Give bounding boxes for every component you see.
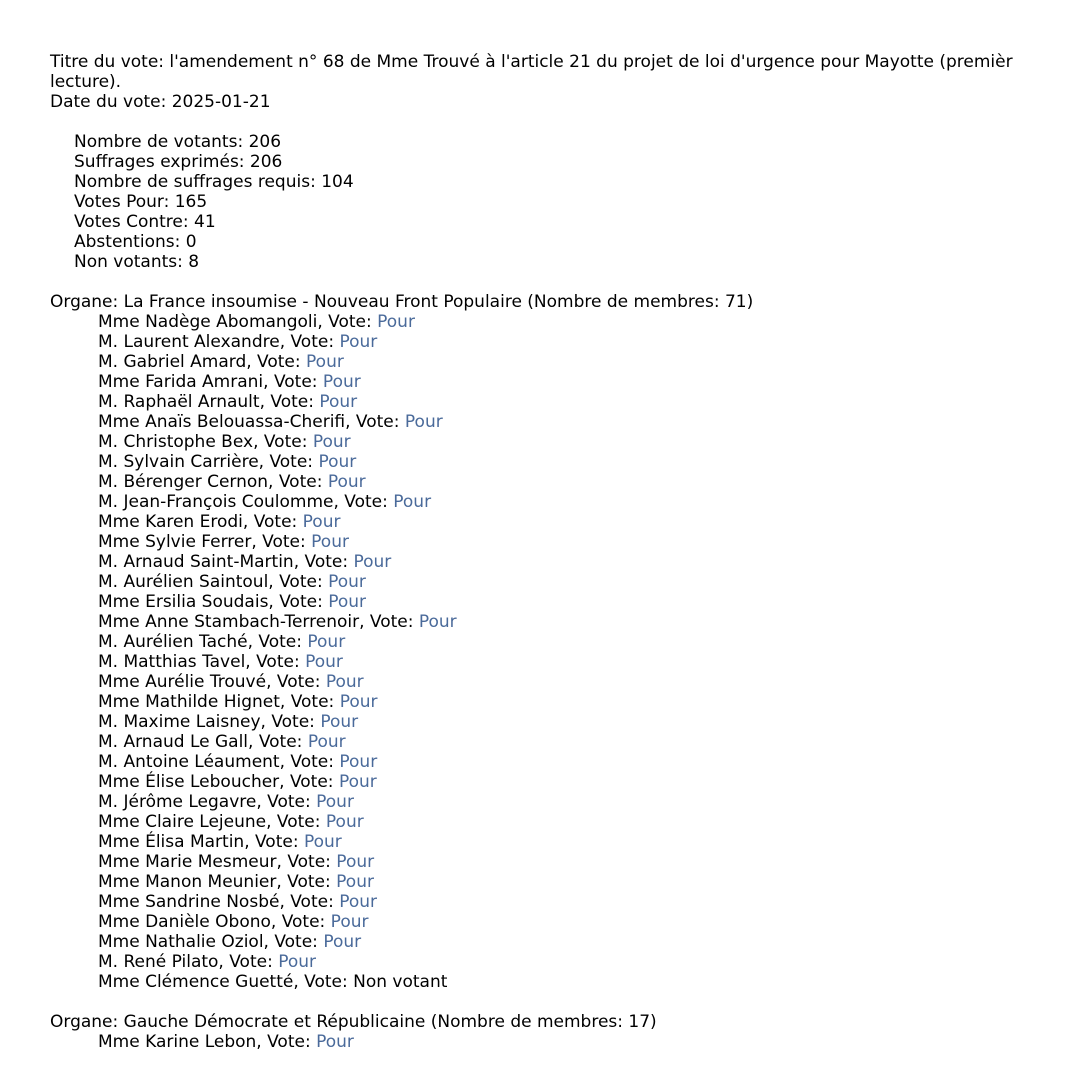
- member-row: [50, 492, 1080, 512]
- member-vote: Pour: [336, 872, 374, 892]
- member-row: [50, 452, 1080, 472]
- member-vote: Pour: [328, 572, 366, 592]
- member-vote: Pour: [307, 632, 346, 652]
- member-vote: Pour: [302, 512, 341, 532]
- stat-suffrages-exprimes: Suffrages exprimés: 206: [74, 152, 283, 172]
- member-name: Mme Anne Stambach-Terrenoir, Vote:: [98, 612, 419, 632]
- member-row: [50, 952, 1080, 972]
- organs-list: [50, 292, 1080, 1052]
- member-vote: Pour: [278, 952, 317, 972]
- member-vote: Pour: [336, 852, 375, 872]
- member-row: [50, 812, 1080, 832]
- member-vote: Pour: [325, 672, 364, 692]
- member-vote: Pour: [307, 732, 346, 752]
- member-vote: Pour: [306, 352, 344, 372]
- member-vote: Pour: [316, 1032, 354, 1052]
- vote-title-line-1: Titre du vote: l'amendement n° 68 de Mme Trouvé à l'article 21 du projet de loi d'urgence pour Mayotte (premièr: [50, 52, 1013, 72]
- member-name: Mme Manon Meunier, Vote:: [98, 872, 337, 892]
- member-name: Mme Danièle Obono, Vote:: [98, 912, 331, 932]
- spacer: [50, 272, 1080, 292]
- member-name: M. Gabriel Amard, Vote:: [98, 352, 307, 372]
- vote-date: Date du vote: 2025-01-21: [50, 92, 271, 112]
- member-name: M. Arnaud Saint-Martin, Vote:: [98, 552, 354, 572]
- member-row: [50, 712, 1080, 732]
- vote-stats: [50, 132, 1080, 272]
- member-name: Mme Karen Erodi, Vote:: [98, 512, 303, 532]
- organ-section: [50, 1012, 1080, 1052]
- vote-title-line-2: lecture).: [50, 72, 122, 92]
- spacer: [50, 992, 1080, 1012]
- member-name: Mme Aurélie Trouvé, Vote:: [98, 672, 326, 692]
- member-vote: Pour: [339, 752, 378, 772]
- member-row: [50, 372, 1080, 392]
- member-row: [50, 872, 1080, 892]
- member-vote: Pour: [339, 332, 378, 352]
- member-row: [50, 552, 1080, 572]
- member-name: M. René Pilato, Vote:: [98, 952, 279, 972]
- member-row: [50, 732, 1080, 752]
- member-vote: Pour: [303, 832, 342, 852]
- member-vote: Pour: [328, 592, 367, 612]
- member-vote: Pour: [320, 712, 359, 732]
- stat-votes-pour: Votes Pour: 165: [74, 192, 208, 212]
- member-row: [50, 532, 1080, 552]
- member-name: M. Antoine Léaument, Vote:: [98, 752, 340, 772]
- member-vote: Pour: [338, 772, 377, 792]
- member-row: [50, 912, 1080, 932]
- member-name: M. Laurent Alexandre, Vote:: [98, 332, 340, 352]
- member-row: [50, 412, 1080, 432]
- member-name: M. Aurélien Saintoul, Vote:: [98, 572, 329, 592]
- member-vote: Pour: [318, 452, 357, 472]
- member-vote: Pour: [404, 412, 443, 432]
- member-row: [50, 892, 1080, 912]
- member-vote: Pour: [311, 532, 349, 552]
- member-row: [50, 1032, 1080, 1052]
- member-row: [50, 472, 1080, 492]
- organ-heading: Organe: La France insoumise - Nouveau Front Populaire (Nombre de membres: 71): [50, 292, 754, 312]
- member-name: Mme Élisa Martin, Vote:: [98, 832, 304, 852]
- stat-suffrages-requis: Nombre de suffrages requis: 104: [74, 172, 354, 192]
- member-vote: Pour: [393, 492, 432, 512]
- spacer: [50, 112, 1080, 132]
- member-row: [50, 612, 1080, 632]
- member-row: [50, 972, 1080, 992]
- member-name: M. Jean-François Coulomme, Vote:: [98, 492, 394, 512]
- member-name: M. Maxime Laisney, Vote:: [98, 712, 321, 732]
- member-row: [50, 832, 1080, 852]
- member-name: Mme Farida Amrani, Vote:: [98, 372, 323, 392]
- member-vote: Pour: [330, 912, 369, 932]
- member-row: [50, 792, 1080, 812]
- member-name: M. Matthias Tavel, Vote:: [98, 652, 306, 672]
- member-row: [50, 852, 1080, 872]
- member-name: M. Raphaël Arnault, Vote:: [98, 392, 320, 412]
- member-name: Mme Clémence Guetté, Vote:: [98, 972, 354, 992]
- member-row: [50, 512, 1080, 532]
- member-name: M. Bérenger Cernon, Vote:: [98, 472, 328, 492]
- stat-abstentions: Abstentions: 0: [74, 232, 197, 252]
- member-vote: Pour: [316, 792, 354, 812]
- member-name: Mme Sandrine Nosbé, Vote:: [98, 892, 340, 912]
- member-row: [50, 672, 1080, 692]
- member-vote: Pour: [377, 312, 415, 332]
- member-name: Mme Marie Mesmeur, Vote:: [98, 852, 337, 872]
- member-row: [50, 752, 1080, 772]
- member-row: [50, 332, 1080, 352]
- member-vote: Pour: [339, 692, 378, 712]
- member-vote: Pour: [339, 892, 378, 912]
- member-row: [50, 392, 1080, 412]
- member-row: [50, 632, 1080, 652]
- member-vote: Pour: [327, 472, 366, 492]
- member-list: [50, 312, 1080, 992]
- member-name: Mme Mathilde Hignet, Vote:: [98, 692, 340, 712]
- stat-votants: Nombre de votants: 206: [74, 132, 282, 152]
- member-name: Mme Nadège Abomangoli, Vote:: [98, 312, 378, 332]
- member-vote: Pour: [323, 932, 362, 952]
- vote-document: [50, 52, 1080, 1052]
- stat-votes-contre: Votes Contre: 41: [74, 212, 216, 232]
- member-vote: Pour: [325, 812, 364, 832]
- member-vote: Non votant: [353, 972, 448, 992]
- member-row: [50, 592, 1080, 612]
- organ-section: [50, 292, 1080, 992]
- member-name: Mme Anaïs Belouassa-Cherifi, Vote:: [98, 412, 405, 432]
- member-row: [50, 692, 1080, 712]
- stat-non-votants: Non votants: 8: [74, 252, 200, 272]
- member-vote: Pour: [312, 432, 351, 452]
- member-name: M. Arnaud Le Gall, Vote:: [98, 732, 308, 752]
- member-vote: Pour: [322, 372, 361, 392]
- member-vote: Pour: [319, 392, 358, 412]
- member-name: Mme Nathalie Oziol, Vote:: [98, 932, 324, 952]
- member-vote: Pour: [353, 552, 392, 572]
- member-name: Mme Claire Lejeune, Vote:: [98, 812, 326, 832]
- member-name: Mme Ersilia Soudais, Vote:: [98, 592, 329, 612]
- member-row: [50, 312, 1080, 332]
- organ-heading: Organe: Gauche Démocrate et Républicaine (Nombre de membres: 17): [50, 1012, 657, 1032]
- member-name: M. Christophe Bex, Vote:: [98, 432, 313, 452]
- member-row: [50, 652, 1080, 672]
- member-row: [50, 932, 1080, 952]
- member-row: [50, 572, 1080, 592]
- member-name: M. Aurélien Taché, Vote:: [98, 632, 308, 652]
- member-vote: Pour: [418, 612, 457, 632]
- member-row: [50, 432, 1080, 452]
- member-row: [50, 772, 1080, 792]
- member-list: [50, 1032, 1080, 1052]
- member-name: Mme Sylvie Ferrer, Vote:: [98, 532, 312, 552]
- member-vote: Pour: [305, 652, 343, 672]
- member-name: Mme Élise Leboucher, Vote:: [98, 772, 339, 792]
- member-name: M. Sylvain Carrière, Vote:: [98, 452, 319, 472]
- member-row: [50, 352, 1080, 372]
- member-name: M. Jérôme Legavre, Vote:: [98, 792, 317, 812]
- member-name: Mme Karine Lebon, Vote:: [98, 1032, 317, 1052]
